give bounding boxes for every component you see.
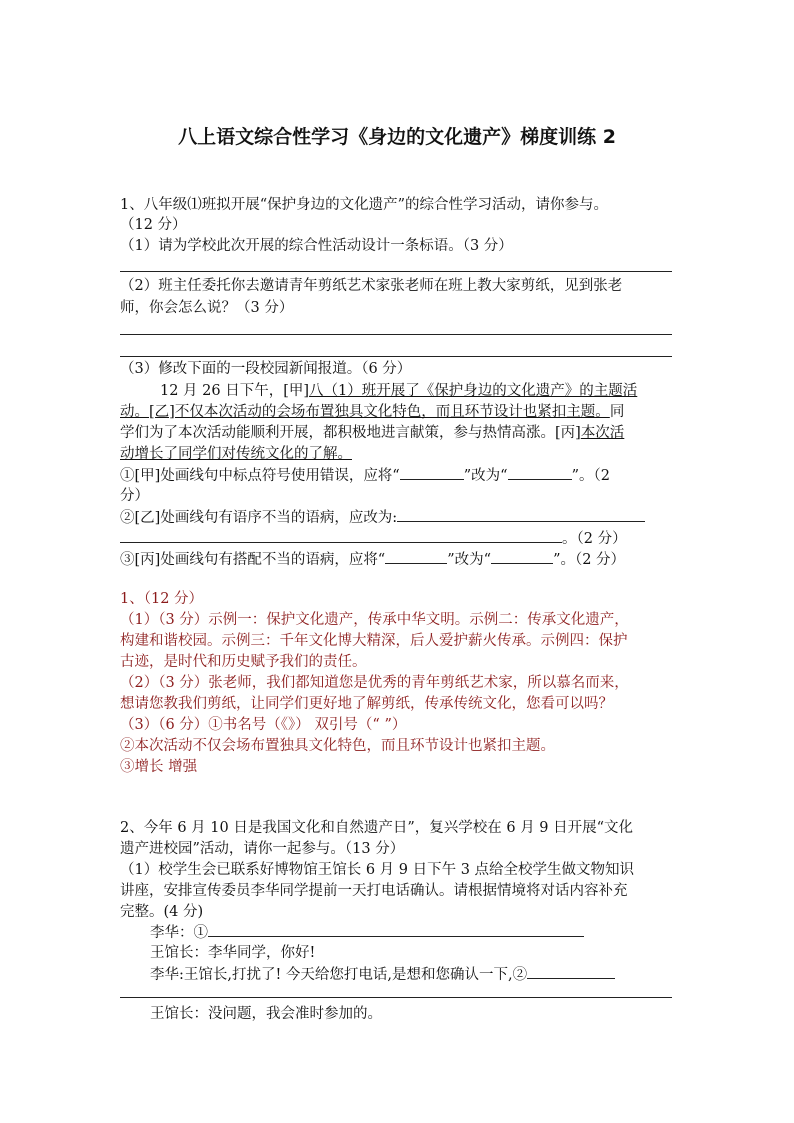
answer-line[interactable] (120, 271, 672, 272)
q2-stem-line2: 遗产进校园”活动，请你一起参与。（13 分） (120, 841, 405, 857)
q1-sub2-cont (120, 528, 627, 549)
q2-part1-line3: 完整。(4 分) (120, 904, 204, 920)
news-line2-tail: 同 (609, 404, 625, 420)
q1-stem-line1: 1、八年级⑴班拟开展“保护身边的文化遗产”的综合性学习活动，请你参与。 (120, 197, 609, 213)
news-underlined-bing: 本次活 (580, 425, 625, 441)
answer1-part3-line2: ②本次活动不仅会场布置独具文化特色，而且环节设计也紧扣主题。 (120, 738, 555, 754)
answer-line[interactable] (120, 997, 672, 998)
q1-sub2-score: 。（2 分） (562, 531, 627, 547)
q2-part1-line1: （1）校学生会已联系好博物馆王馆长 6 月 9 日下午 3 点给全校学生做文物知识 (120, 862, 635, 878)
answer-line[interactable] (120, 334, 672, 335)
blank-field[interactable] (491, 549, 553, 564)
q1-sub3-end: ”。（2 分） (553, 552, 626, 568)
q1-part3-prompt: （3）修改下面的一段校园新闻报道。（6 分） (120, 361, 412, 377)
q1-sub3-mid: ”改为“ (447, 552, 492, 568)
q1-sub1 (120, 465, 610, 486)
q1-part1-prompt: （1）请为学校此次开展的综合性活动设计一条标语。（3 分） (120, 238, 513, 254)
answer1-part1-line2: 构建和谐校园。示例三：千年文化博大精深，后人爱护薪火传承。示例四：保护 (120, 633, 628, 649)
news-line4: 动增长了同学们对传统文化的了解。 (120, 446, 352, 462)
q1-sub1-score: 分） (120, 488, 149, 504)
q1-stem-line2: （12 分） (120, 217, 187, 233)
dialogue-line-lihua-2 (150, 964, 615, 985)
dialogue-speaker-text: 李华：① (150, 925, 208, 941)
blank-field[interactable] (385, 549, 447, 564)
q1-part2-line2: 师，你会怎么说？（3 分） (120, 300, 294, 316)
answer1-part2-line1: （2）（3 分）张老师，我们都知道您是优秀的青年剪纸艺术家，所以慕名而来， (120, 675, 629, 691)
q1-sub2-text: ②[乙]处画线句有语序不当的语病，应改为: (120, 510, 398, 526)
answer1-part1-line3: 古迹，是时代和历史赋予我们的责任。 (120, 654, 367, 670)
dialogue-line-curator-1: 王馆长：李华同学，你好! (150, 945, 316, 961)
news-underlined-jia: 八（1）班开展了《保护身边的文化遗产》的主题活 (309, 383, 638, 399)
q1-sub1-end: ”。（2 (571, 468, 610, 484)
news-line2 (120, 402, 624, 422)
news-line3-lead: 学们为了本次活动能顺利开展，都积极地进言献策，参与热情高涨。[丙] (120, 425, 581, 441)
answer-line[interactable] (120, 356, 672, 357)
document-title: 八上语文综合性学习《身边的文化遗产》梯度训练 2 (178, 126, 616, 148)
dialogue-line-curator-2: 王馆长：没问题，我会准时参加的。 (150, 1006, 382, 1022)
news-underlined-yi: 动。[乙]不仅本次活动的会场布置独具文化特色，而且环节设计也紧扣主题。 (120, 404, 610, 420)
q1-sub1-mid: ”改为“ (463, 468, 508, 484)
q1-sub3-text: ③[丙]处画线句有搭配不当的语病，应将“ (120, 552, 386, 568)
answer1-part2-line2: 想请您教我们剪纸，让同学们更好地了解剪纸，传承传统文化，您看可以吗？ (120, 696, 613, 712)
blank-field[interactable] (208, 922, 584, 937)
answer1-part3-line3: ③增长 增强 (120, 759, 198, 775)
blank-field[interactable] (397, 507, 645, 522)
q1-sub2 (120, 507, 645, 528)
answer1-part1-line1: （1）（3 分）示例一：保护文化遗产，传承中华文明。示例二：传承文化遗产， (120, 612, 629, 628)
blank-field[interactable] (527, 964, 615, 979)
dialogue-line-lihua-1 (150, 922, 584, 943)
blank-field[interactable] (400, 465, 464, 480)
q1-part2-line1: （2）班主任委托你去邀请青年剪纸艺术家张老师在班上教大家剪纸，见到张老 (120, 278, 623, 294)
blank-field[interactable] (508, 465, 572, 480)
news-line1-lead: 12 月 26 日下午，[甲] (160, 383, 310, 399)
q2-stem-line1: 2、今年 6 月 10 日是我国文化和自然遗产日”，复兴学校在 6 月 9 日开展“文化 (120, 820, 634, 836)
news-line1 (160, 381, 637, 401)
q2-part1-line2: 讲座，安排宣传委员李华同学提前一天打电话确认。请根据情境将对话内容补充 (120, 883, 628, 899)
q1-sub1-text: ①[甲]处画线句中标点符号使用错误，应将“ (120, 468, 400, 484)
answer1-part3-line1: （3）（6 分）①书名号（《》） 双引号（“ ”） (120, 717, 407, 733)
news-line3 (120, 423, 624, 443)
q1-sub3 (120, 549, 625, 570)
answer1-head: 1、（12 分） (120, 591, 204, 607)
dialogue-speaker-text: 李华:王馆长,打扰了! 今天给您打电话,是想和您确认一下,② (150, 967, 528, 983)
blank-field[interactable] (120, 528, 562, 543)
